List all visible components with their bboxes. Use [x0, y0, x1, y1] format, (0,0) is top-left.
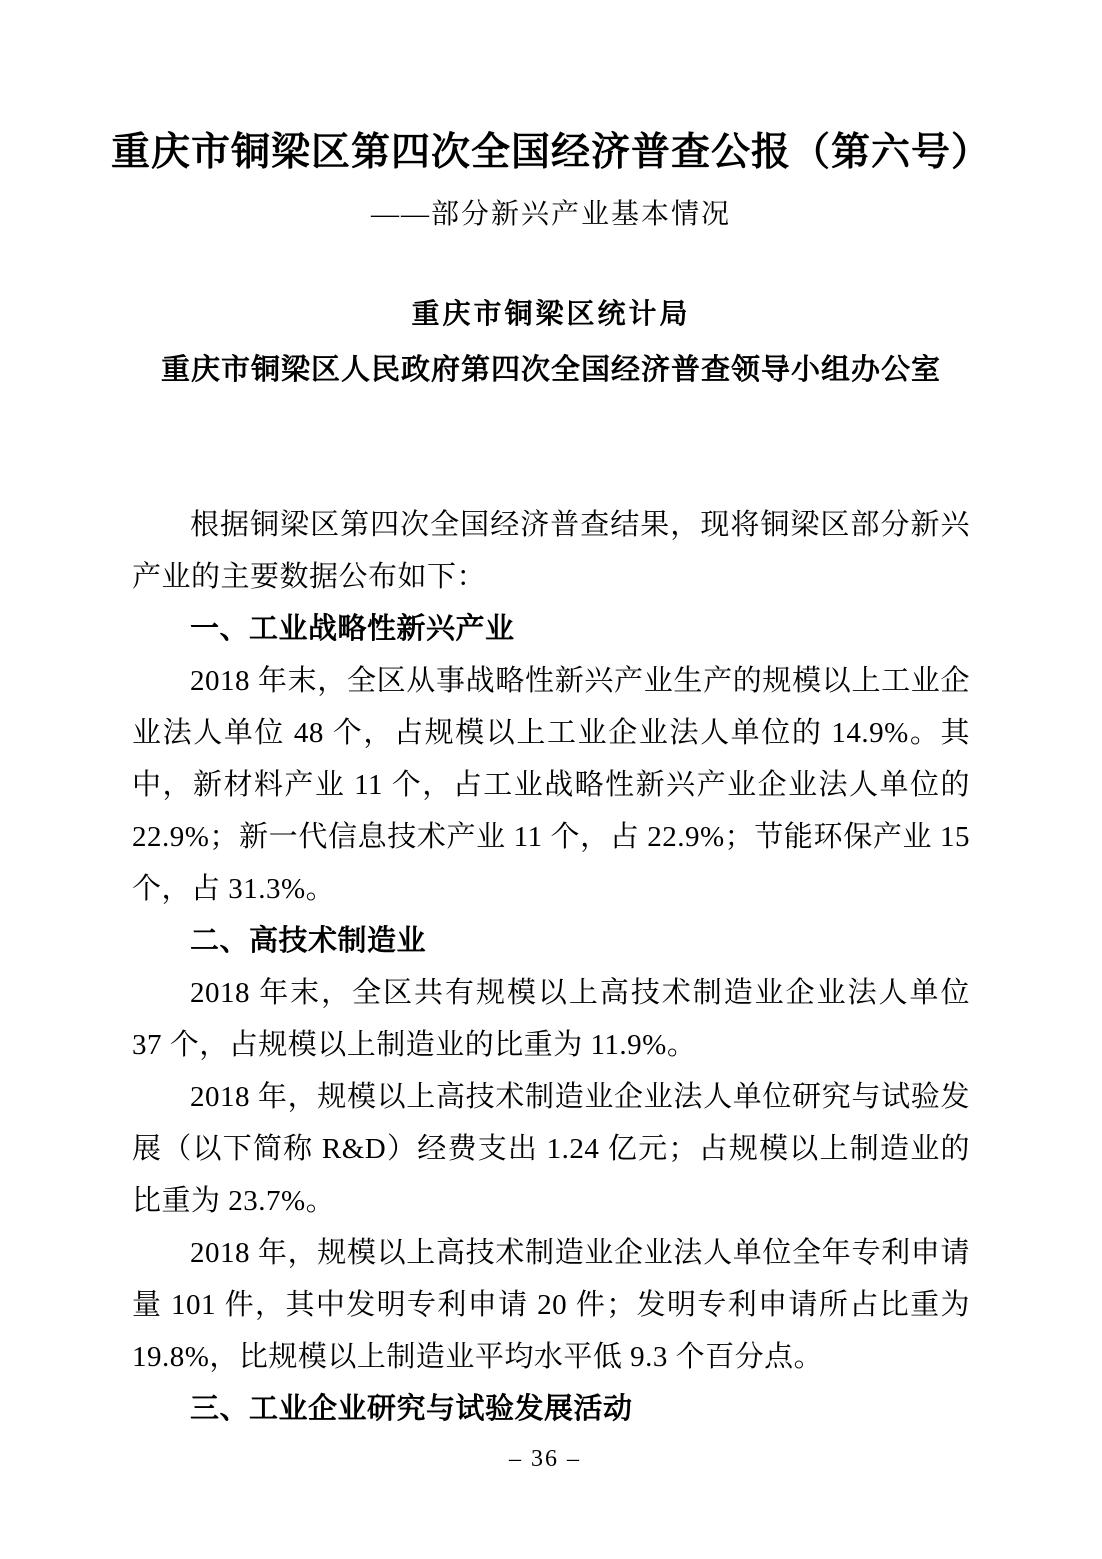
body-paragraph: 2018 年，规模以上高技术制造业企业法人单位全年专利申请量 101 件，其中发明专利申请 20 件；发明专利申请所占比重为 19.8%，比规模以上制造业平均水平低 9.3 个百分点。 — [132, 1237, 970, 1373]
body-paragraph: 2018 年末，全区共有规模以上高技术制造业企业法人单位 37 个，占规模以上制造业的比重为 11.9%。 — [132, 977, 970, 1061]
body-paragraph: 根据铜梁区第四次全国经济普查结果，现将铜梁区部分新兴产业的主要数据公布如下： — [132, 509, 970, 593]
author-line: 重庆市铜梁区统计局 — [411, 299, 691, 330]
section-heading: 二、高技术制造业 — [190, 925, 427, 957]
author-block — [0, 292, 1102, 393]
section-heading: 三、工业企业研究与试验发展活动 — [190, 1393, 633, 1425]
section-heading: 一、工业战略性新兴产业 — [190, 613, 515, 645]
page-number: – 36 – — [509, 1446, 581, 1472]
body-paragraph: 2018 年末，全区从事战略性新兴产业生产的规模以上工业企业法人单位 48 个，占规模以上工业企业法人单位的 14.9%。其中，新材料产业 11 个，占工业战略性新兴产业企业法人单位的 22.9%；新一代信息技术产业 11 个，占 22.9%；节能环保产业 15 个，占 31.3%。 — [132, 665, 970, 905]
document-body — [132, 499, 970, 1435]
page-subtitle: ——部分新兴产业基本情况 — [370, 199, 731, 230]
body-paragraph: 2018 年，规模以上高技术制造业企业法人单位研究与试验发展（以下简称 R&D）经费支出 1.24 亿元；占规模以上制造业的比重为 23.7%。 — [132, 1081, 970, 1217]
author-line: 重庆市铜梁区人民政府第四次全国经济普查领导小组办公室 — [160, 354, 941, 386]
page-title: 重庆市铜梁区第四次全国经济普查公报（第六号） — [110, 131, 991, 174]
